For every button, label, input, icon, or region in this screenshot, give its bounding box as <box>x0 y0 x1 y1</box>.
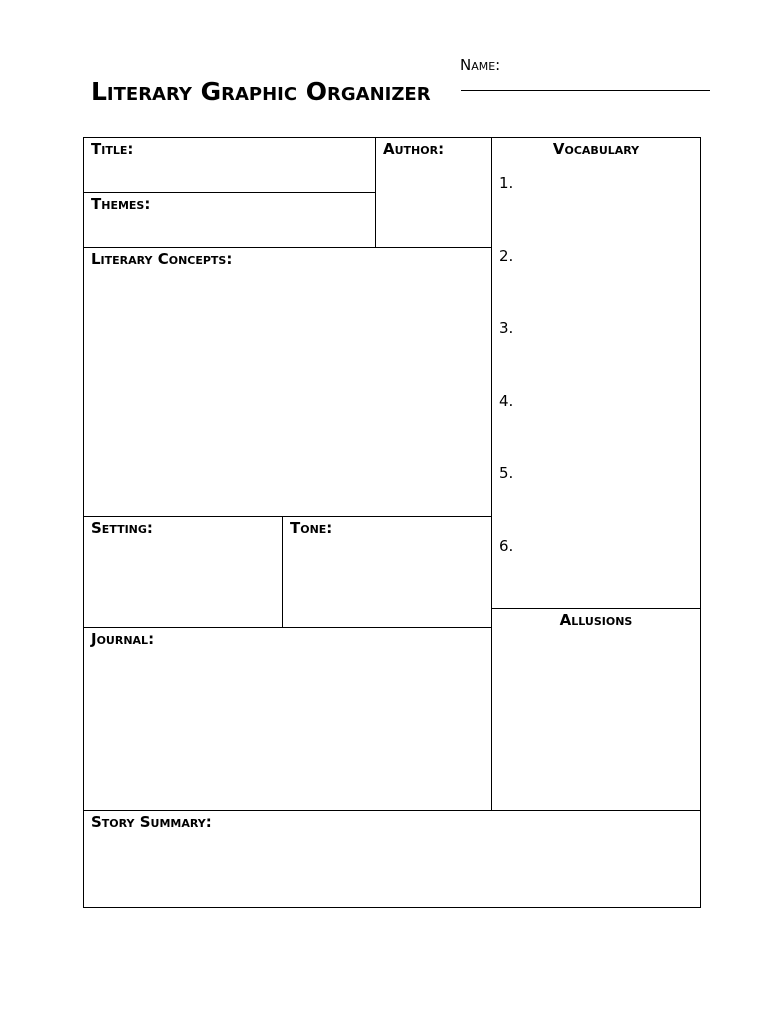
journal-label: Journal: <box>91 630 155 648</box>
author-label: Author: <box>383 140 445 158</box>
vocabulary-number-2: 2. <box>499 247 514 265</box>
tone-label: Tone: <box>290 519 333 537</box>
vocabulary-field[interactable] <box>491 137 701 609</box>
name-line[interactable] <box>461 90 710 91</box>
story-summary-label: Story Summary: <box>91 813 212 831</box>
allusions-label: Allusions <box>559 611 633 629</box>
tone-field[interactable] <box>282 516 492 628</box>
vocabulary-label: Vocabulary <box>552 140 640 158</box>
story-summary-field[interactable] <box>83 810 701 908</box>
vocabulary-number-1: 1. <box>499 174 514 192</box>
journal-field[interactable] <box>83 627 492 811</box>
setting-label: Setting: <box>91 519 153 537</box>
literary-concepts-label: Literary Concepts: <box>91 250 233 268</box>
title-label: Title: <box>91 140 134 158</box>
literary-concepts-field[interactable] <box>83 247 492 517</box>
page-title: Literary Graphic Organizer <box>91 77 431 106</box>
title-field[interactable] <box>83 137 376 193</box>
author-field[interactable] <box>375 137 492 248</box>
name-label: Name: <box>460 56 501 74</box>
vocabulary-number-6: 6. <box>499 537 514 555</box>
setting-field[interactable] <box>83 516 283 628</box>
vocabulary-number-5: 5. <box>499 464 514 482</box>
vocabulary-number-4: 4. <box>499 392 514 410</box>
vocabulary-number-3: 3. <box>499 319 514 337</box>
themes-field[interactable] <box>83 192 376 248</box>
allusions-field[interactable] <box>491 608 701 811</box>
themes-label: Themes: <box>91 195 151 213</box>
